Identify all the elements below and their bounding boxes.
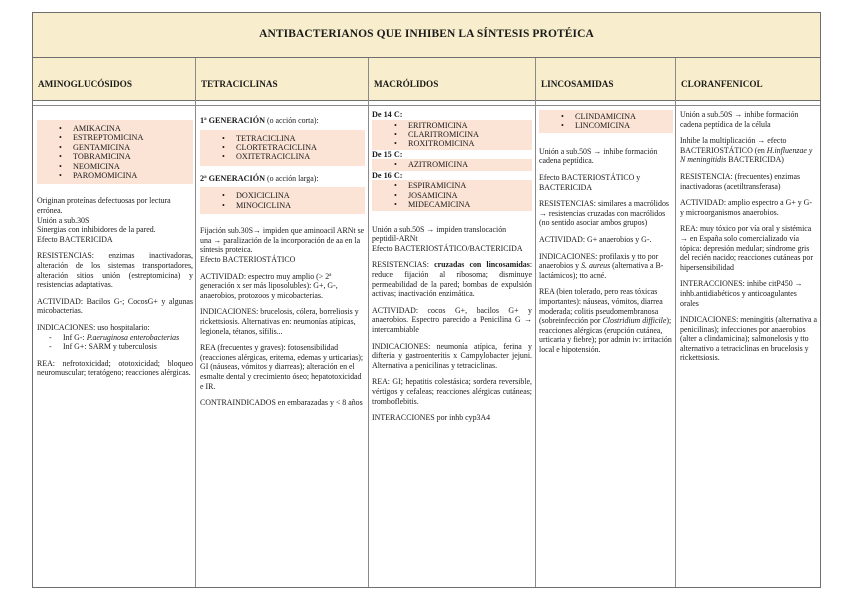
drug-item: • OXITETRACICLINA	[200, 152, 365, 161]
indication-item: - Inf G+: SARM y tuberculosis	[49, 342, 193, 352]
indications-text: INDICACIONES: neumonía atípica, ferina y difteria y gastroenteritis x Campylobacter jejuni. Alternativa a penicilinas y tetraciclinas.	[372, 341, 532, 370]
drug-list	[372, 180, 532, 210]
binding-text: Unión a sub.30S	[37, 215, 90, 225]
carbon-15-heading: De 15 C:	[372, 149, 403, 159]
indications-title: INDICACIONES: uso hospitalario:	[37, 322, 150, 332]
drug-item: • DOXICICLINA	[200, 191, 365, 200]
drug-item: • CLORTETRACICLINA	[200, 143, 365, 152]
title-row	[33, 13, 820, 58]
interactions-text: INTERACCIONES: inhibe citP450 → inhb.antidiabéticos y anticoagulantes orales	[680, 279, 803, 308]
generation-1-heading: 1ª GENERACIÓN (o acción corta):	[200, 116, 319, 125]
drug-item: • TETRACICLINA	[200, 134, 365, 143]
drug-item: • ROXITROMICINA	[372, 139, 532, 148]
effect-text: Inhibe la multiplicación → efecto BACTERIOSTÁTICO (en H.influenzae y N meningitidis BACTERICIDA)	[680, 136, 813, 165]
mechanism-text: Originan proteínas defectuosas por lectura errónea.	[37, 196, 171, 216]
column-cloranfenicol	[680, 110, 817, 583]
mechanism-text: Unión a sub.50S → inhibe formación cadena peptídica de la célula	[680, 110, 799, 129]
drug-item: • ESPIRAMICINA	[372, 181, 532, 190]
column-divider	[535, 58, 536, 587]
mechanism-text: Unión a sub.50S → inhibe formación cadena peptídica.	[539, 146, 658, 166]
effect-text: Efecto BACTERICIDA	[37, 234, 113, 244]
interactions-text: INTERACCIONES por inhb cyp3A4	[372, 413, 491, 423]
column-lincosamidas	[539, 110, 673, 583]
effect-text: Efecto BACTERIOSTÁTICO/BACTERICIDA	[372, 243, 523, 253]
summary-table	[32, 12, 821, 588]
column-divider	[675, 58, 676, 587]
drug-list	[372, 159, 532, 170]
header-label: MACRÓLIDOS	[374, 79, 439, 89]
adverse-reactions-text: REA (frecuentes y graves): fotosensibilidad (reacciones alérgicas, eritema, edemas y urticarias); GI (náuseas, vómitos y diarreas); alteración en el esmalte dental y crecimiento óseo; hepatotoxicidad e IR.	[200, 343, 364, 391]
mechanism-text: Fijación sub.30S→ impiden que aminoacil ARNt se una → paralización de la incorporación de aa en la síntesis proteica.	[200, 226, 365, 255]
drug-item: • GENTAMICINA	[37, 143, 193, 152]
indication-item: - Inf G-: P.aeruginosa enterobacterias	[49, 333, 193, 343]
drug-item: • TOBRAMICINA	[37, 152, 193, 161]
drug-item: • CLINDAMICINA	[539, 112, 673, 121]
header-label: LINCOSAMIDAS	[541, 79, 614, 89]
drug-list	[539, 110, 673, 133]
table-title: ANTIBACTERIANOS QUE INHIBEN LA SÍNTESIS PROTÉICA	[259, 28, 594, 40]
indications-list	[37, 333, 193, 352]
effect-text: Efecto BACTERIOSTÁTICO	[200, 255, 296, 264]
drug-item: • ESTREPTOMICINA	[37, 133, 193, 142]
synergy-text: Sinergias con inhibidores de la pared.	[37, 225, 156, 235]
column-divider	[195, 58, 196, 587]
drug-item: • ERITROMICINA	[372, 121, 532, 130]
drug-item: • MIDECAMICINA	[372, 200, 532, 209]
indications-text: INDICACIONES: profilaxis y tto por anaerobios y S. aureus (alternativa a B-lactámicos); tto acné.	[539, 251, 664, 280]
adverse-reactions-text: REA: muy tóxico por vía oral y sistémica → en España solo comercializado vía tópica: depresión medular; síndrome gris del recién nacido; reacciones cutáneas por hipersensibilidad	[680, 224, 813, 272]
adverse-reactions-text: REA: nefrotoxicidad; ototoxicidad; bloqueo neuromuscular; teratógeno; reacciones alérgicas.	[37, 358, 193, 378]
header-label: TETRACICLINAS	[201, 79, 278, 89]
header-lincosamidas	[536, 58, 675, 101]
activity-text: ACTIVIDAD: G+ anaerobios y G-.	[539, 234, 652, 244]
drug-item: • JOSAMICINA	[372, 191, 532, 200]
drug-item: • MINOCICLINA	[200, 201, 365, 210]
generation-2-heading: 2ª GENERACIÓN (o acción larga):	[200, 173, 319, 183]
effect-text: Efecto BACTERIOSTÁTICO y BACTERICIDA	[539, 173, 641, 192]
drug-list	[200, 130, 365, 166]
resistance-text: RESISTENCIAS: cruzadas con lincosamidas: reduce fijación al ribosoma; disminuye permeabilidad de la pared; bombas de expulsión activas; inactivación enzimática.	[372, 260, 532, 299]
drug-list	[200, 187, 365, 214]
contraindications-text: CONTRAINDICADOS en embarazadas y < 8 años	[200, 398, 363, 408]
activity-text: ACTIVIDAD: cocos G+, bacilos G+ y anaerobios. Espectro parecido a Penicilina G → intercambiable	[372, 305, 532, 334]
resistance-text: RESISTENCIAS: enzimas inactivadoras, alteración de los sistemas transportadores, alteración sitios unión (estreptomicina) y resistencias adaptativas.	[37, 251, 193, 290]
header-label: CLORANFENICOL	[681, 79, 763, 89]
row-divider	[33, 105, 820, 106]
column-tetraciclinas	[200, 110, 365, 583]
carbon-14-heading: De 14 C:	[372, 110, 403, 119]
drug-item: • LINCOMICINA	[539, 121, 673, 130]
carbon-16-heading: De 16 C:	[372, 170, 403, 180]
header-cloranfenicol	[676, 58, 820, 101]
column-macrolidos	[372, 110, 532, 583]
header-macrolidos	[369, 58, 535, 101]
activity-text: ACTIVIDAD: amplio espectro a G+ y G- y microorganismos anaerobios.	[680, 198, 812, 217]
activity-text: ACTIVIDAD: Bacilos G-; CocosG+ y algunas micobacterias.	[37, 296, 193, 316]
activity-text: ACTIVIDAD: espectro muy amplio (> 2ª generación x ser más liposolubles): G+, G-, anaerobios, protozoos y micobacterias.	[200, 271, 338, 300]
column-divider	[368, 58, 369, 587]
drug-list	[37, 120, 193, 184]
adverse-reactions-text: REA: GI; hepatitis colestásica; sordera reversible, vértigos y cefaleas; reacciones alérgicas cutáneas; tromboflebitis.	[372, 377, 532, 406]
drug-item: • CLARITROMICINA	[372, 130, 532, 139]
resistance-text: RESISTENCIAS: similares a macrólidos → resistencias cruzadas con macrólidos (no sentido asociar ambos grupos)	[539, 199, 669, 228]
adverse-reactions-text: REA (bien tolerado, pero reas tóxicas importantes): náuseas, vómitos, diarrea moderada; colitis pseudomembranosa (sobreinfección por Clostridium difficile); reacciones alérgicas (erupción cutánea, urticaria y fiebre); por admin iv: irritación local e hipotensión.	[539, 287, 672, 354]
header-label: AMINOGLUCÓSIDOS	[38, 79, 132, 89]
drug-item: • PAROMOMICINA	[37, 171, 193, 180]
indications-text: INDICACIONES: meningitis (alternativa a penicilinas); infecciones por anaerobios (alter a clindamicina); salmonelosis y tto alternativo a tetraciclinas en brucelosis y rickettsiosis.	[680, 315, 817, 363]
mechanism-text: Unión a sub.50S → impiden translocación peptidil-ARNt	[372, 224, 507, 244]
resistance-text: RESISTENCIA: (frecuentes) enzimas inactivadoras (acetiltransferasa)	[680, 171, 801, 191]
drug-item: • AMIKACINA	[37, 124, 193, 133]
drug-item: • NEOMICINA	[37, 162, 193, 171]
column-aminoglucosidos	[37, 110, 193, 583]
header-aminoglucosidos	[33, 58, 195, 101]
header-tetraciclinas	[196, 58, 368, 101]
drug-item: • AZITROMICINA	[372, 160, 532, 169]
indications-text: INDICACIONES: brucelosis, cólera, borreliosis y rickettsiosis. Alternativas en: neumonías atípicas, legionela, tétanos, sífilis...	[200, 307, 359, 336]
drug-list	[372, 120, 532, 150]
